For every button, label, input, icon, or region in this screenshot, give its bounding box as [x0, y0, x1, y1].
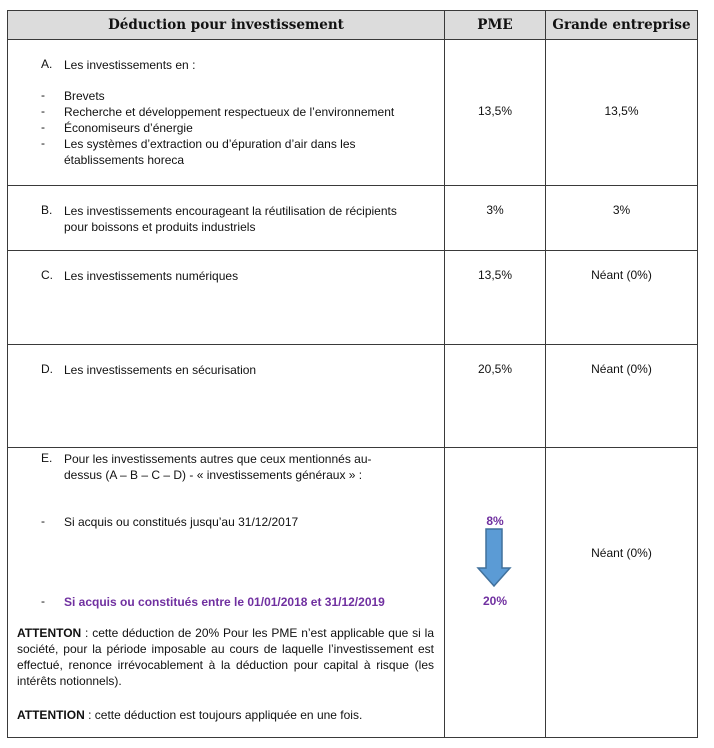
list-dash: - — [41, 120, 45, 134]
row-a-item: Brevets — [64, 89, 105, 103]
table-row-d — [8, 345, 698, 448]
row-e-item2: Si acquis ou constitués entre le 01/01/2018 et 31/12/2019 — [64, 595, 385, 609]
row-b-letter: B. — [41, 203, 53, 217]
row-b-pme-cell — [445, 186, 546, 251]
list-dash: - — [41, 594, 45, 608]
row-e-pme-cell — [445, 448, 546, 738]
row-d-letter: D. — [41, 362, 53, 376]
arrow-down-icon — [476, 528, 512, 588]
row-a-item: Économiseurs d’énergie — [64, 121, 193, 135]
row-a-item: Recherche et développement respectueux de l’environnement — [64, 105, 395, 119]
row-b-line2: pour boissons et produits industriels — [64, 220, 256, 234]
list-dash: - — [41, 514, 45, 528]
row-e-item1: Si acquis ou constitués jusqu’au 31/12/2017 — [64, 515, 299, 529]
row-c-description — [8, 251, 445, 345]
row-a-item: Les systèmes d’extraction ou d’épuration d’air dans les — [64, 137, 356, 151]
row-e-description — [8, 448, 445, 738]
deduction-table — [7, 10, 698, 738]
row-c-grande-value: Néant (0%) — [591, 268, 652, 282]
header-deduction: Déduction pour investissement — [8, 11, 445, 40]
row-a-pme-cell — [445, 40, 546, 186]
row-b-grande-value: 3% — [612, 203, 631, 217]
note-attenton-label: ATTENTON — [17, 626, 82, 640]
row-a-pme-value: 13,5% — [477, 104, 513, 118]
row-d-pme-cell — [445, 345, 546, 448]
row-e-line1: Pour les investissements autres que ceux mentionnés au- — [64, 452, 372, 466]
row-d-text: Les investissements en sécurisation — [64, 363, 257, 377]
row-a-item-continuation: établissements horeca — [64, 153, 185, 167]
table-row-b — [8, 186, 698, 251]
table-row-a — [8, 40, 698, 186]
note-attenton — [17, 625, 434, 689]
row-b-grande-cell — [546, 186, 698, 251]
row-c-pme-cell — [445, 251, 546, 345]
row-b-line1: Les investissements encourageant la réutilisation de récipients — [64, 204, 397, 218]
note-attention-label: ATTENTION — [17, 708, 85, 722]
note-attenton-text: : cette déduction de 20% Pour les PME n’est applicable que si la société, pour la période imposable au cours de laquelle l’investissement est effectué, renonce irrévocablement à la déduction pour capital à risque (les intérêts notionnels). — [17, 626, 434, 688]
row-b-pme-value: 3% — [486, 203, 504, 217]
row-d-pme-value: 20,5% — [477, 362, 513, 376]
row-a-description — [8, 40, 445, 186]
row-d-grande-value: Néant (0%) — [591, 362, 652, 376]
note-attention — [17, 707, 434, 723]
row-c-grande-cell — [546, 251, 698, 345]
note-attention-text: : cette déduction est toujours appliquée en une fois. — [84, 708, 363, 722]
header-grande-entreprise: Grande entreprise — [546, 11, 698, 40]
row-a-letter: A. — [41, 57, 53, 71]
row-e-grande-cell — [546, 448, 698, 738]
header-pme: PME — [445, 11, 546, 40]
row-e-pme-value-1: 8% — [486, 514, 504, 528]
row-c-pme-value: 13,5% — [477, 268, 513, 282]
row-c-text: Les investissements numériques — [64, 269, 239, 283]
row-a-intro: Les investissements en : — [64, 58, 196, 72]
row-d-grande-cell — [546, 345, 698, 448]
row-b-description — [8, 186, 445, 251]
row-e-grande-value: Néant (0%) — [591, 546, 652, 560]
row-e-line2: dessus (A – B – C – D) - « investissements généraux » : — [64, 468, 363, 482]
list-dash: - — [41, 136, 45, 150]
table-row-e — [8, 448, 698, 738]
row-a-grande-cell — [546, 40, 698, 186]
row-e-pme-value-2: 20% — [482, 594, 508, 608]
row-e-letter: E. — [41, 451, 53, 465]
row-d-description — [8, 345, 445, 448]
table-row-c — [8, 251, 698, 345]
row-a-grande-value: 13,5% — [604, 104, 639, 118]
header-row — [8, 11, 698, 40]
row-c-letter: C. — [41, 268, 53, 282]
list-dash: - — [41, 104, 45, 118]
list-dash: - — [41, 88, 45, 102]
